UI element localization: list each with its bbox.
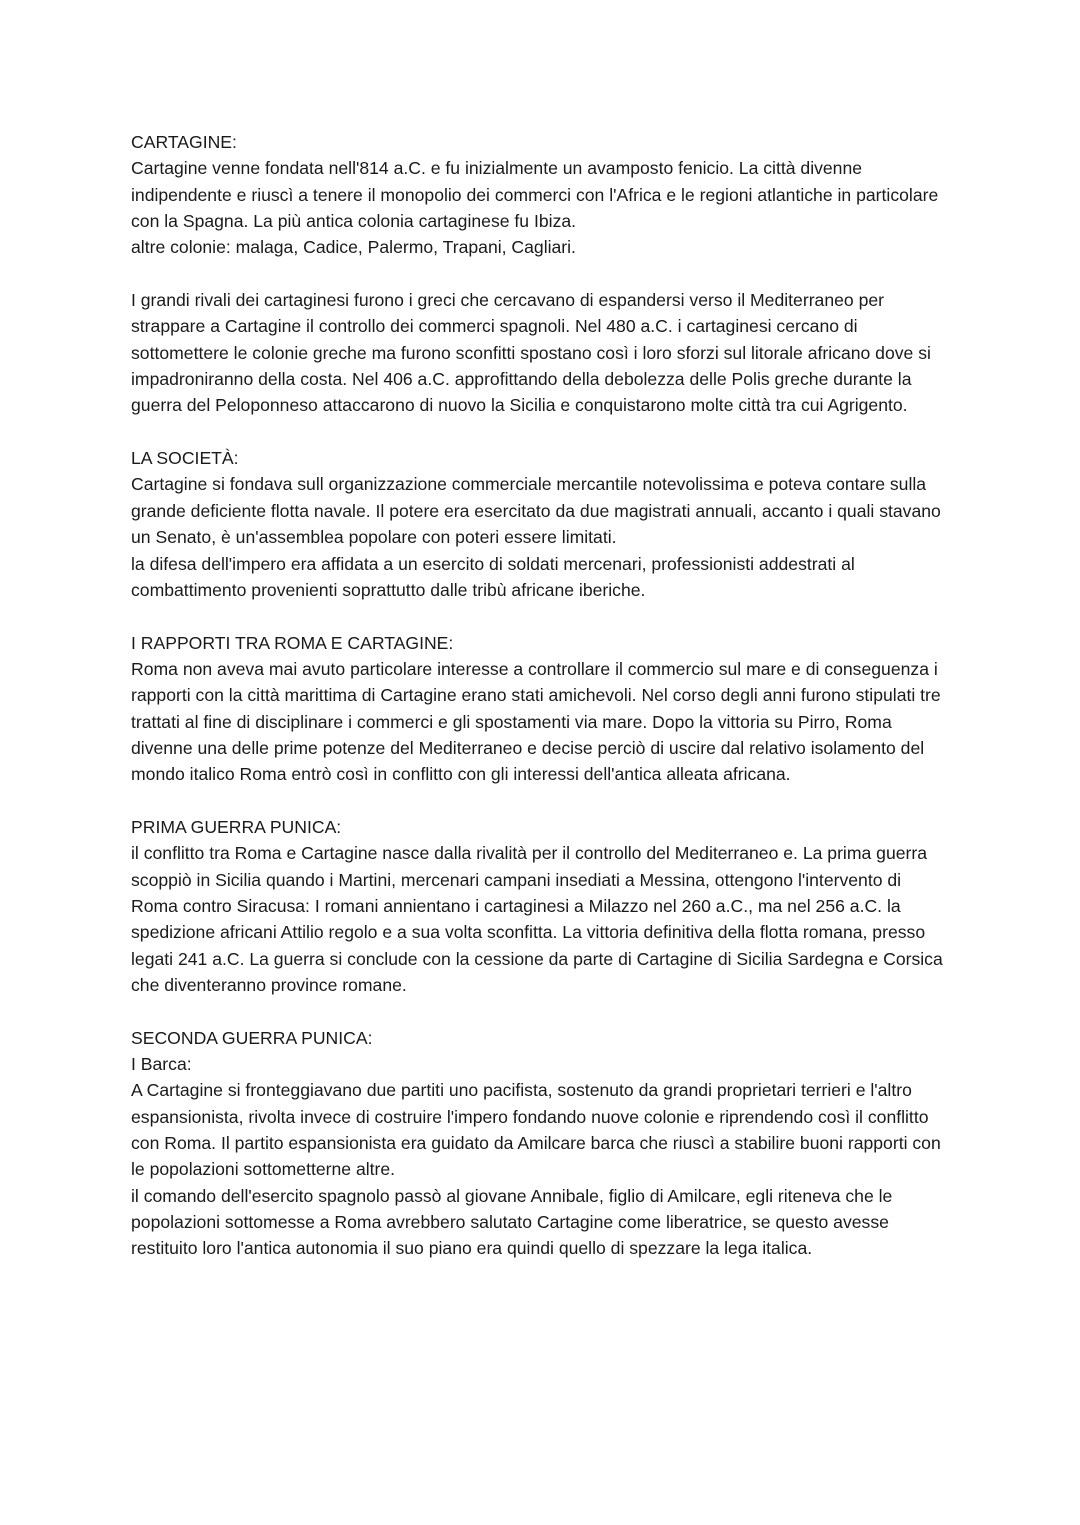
paragraph: Cartagine venne fondata nell'814 a.C. e fu inizialmente un avamposto fenicio. La città divenne indipendente e riuscì a tenere il monopolio dei commerci con l'Africa e le regioni atlantiche in particolare con la Spagna. La più antica colonia cartaginese fu Ibiza.	[131, 158, 939, 232]
paragraph: Roma non aveva mai avuto particolare interesse a controllare il commercio sul mare e di conseguenza i rapporti con la città marittima di Cartagine erano stati amichevoli. Nel corso degli anni furono stipulati tre trattati al fine di disciplinare i commerci e gli spostamenti via mare. Dopo la vittoria su Pirro, Roma divenne una delle prime potenze del Mediterraneo e decise perciò di uscire dal relativo isolamento del mondo italico Roma entrò così in conflitto con gli interessi dell'antica alleata africana.	[131, 658, 941, 785]
document-page	[131, 129, 951, 1288]
paragraph: Cartagine si fondava sull organizzazione commerciale mercantile notevolissima e poteva contare sulla grande deficiente flotta navale. Il potere era esercitato da due magistrati annuali, accanto i quali stavano un Senato, è un'assemblea popolare con poteri essere limitati.	[131, 474, 941, 548]
subheading-barca: I Barca:	[131, 1054, 192, 1075]
section-heading: CARTAGINE:	[131, 132, 237, 152]
section-heading: SECONDA GUERRA PUNICA:	[131, 1027, 373, 1048]
section-societa	[131, 445, 951, 603]
section-heading: PRIMA GUERRA PUNICA:	[131, 816, 342, 837]
paragraph: la difesa dell'impero era affidata a un esercito di soldati mercenari, professionisti addestrati al combattimento provenienti soprattutto dalle tribù africane iberiche.	[131, 553, 855, 600]
section-cartagine	[131, 129, 951, 261]
section-prima-guerra-punica	[131, 814, 951, 998]
paragraph: A Cartagine si fronteggiavano due partiti uno pacifista, sostenuto da grandi proprietari terrieri e l'altro espansionista, rivolta invece di costruire l'impero fondando nuove colonie e riprendendo così il conflitto con Roma. Il partito espansionista era guidato da Amilcare barca che riuscì a stabilire buoni rapporti con le popolazioni sottometterne altre.	[131, 1080, 941, 1180]
paragraph: I grandi rivali dei cartaginesi furono i greci che cercavano di espandersi verso il Mediterraneo per strappare a Cartagine il controllo dei commerci spagnoli. Nel 480 a.C. i cartaginesi cercano di sottomettere le colonie greche ma furono sconfitti spostano così i loro sforzi sul litorale africano dove si impadroniranno della costa. Nel 406 a.C. approfittando della debolezza delle Polis greche durante la guerra del Peloponneso attaccarono di nuovo la Sicilia e conquistarono molte città tra cui Agrigento.	[131, 290, 931, 416]
section-heading: LA SOCIETÀ:	[131, 448, 239, 469]
section-heading: I RAPPORTI TRA ROMA E CARTAGINE:	[131, 632, 454, 653]
paragraph: il conflitto tra Roma e Cartagine nasce dalla rivalità per il controllo del Mediterraneo e. La prima guerra scoppiò in Sicilia quando i Martini, mercenari campani insediati a Messina, ottengono l'intervento di Roma contro Siracusa: I romani annientano i cartaginesi a Milazzo nel 260 a.C., ma nel 256 a.C. la spedizione africani Attilio regolo e a sua volta sconfitta. La vittoria definitiva della flotta romana, presso legati 241 a.C. La guerra si conclude con la cessione da parte di Cartagine di Sicilia Sardegna e Corsica che diventeranno province romane.	[131, 843, 943, 995]
section-seconda-guerra-punica	[131, 1025, 951, 1262]
paragraph: il comando dell'esercito spagnolo passò al giovane Annibale, figlio di Amilcare, egli riteneva che le popolazioni sottomesse a Roma avrebbero salutato Cartagine come liberatrice, se questo avesse restituito loro l'antica autonomia il suo piano era quindi quello di spezzare la lega italica.	[131, 1185, 893, 1259]
paragraph: altre colonie: malaga, Cadice, Palermo, Trapani, Cagliari.	[131, 237, 576, 258]
section-rapporti-roma-cartagine	[131, 630, 951, 788]
section-rivali	[131, 287, 951, 419]
